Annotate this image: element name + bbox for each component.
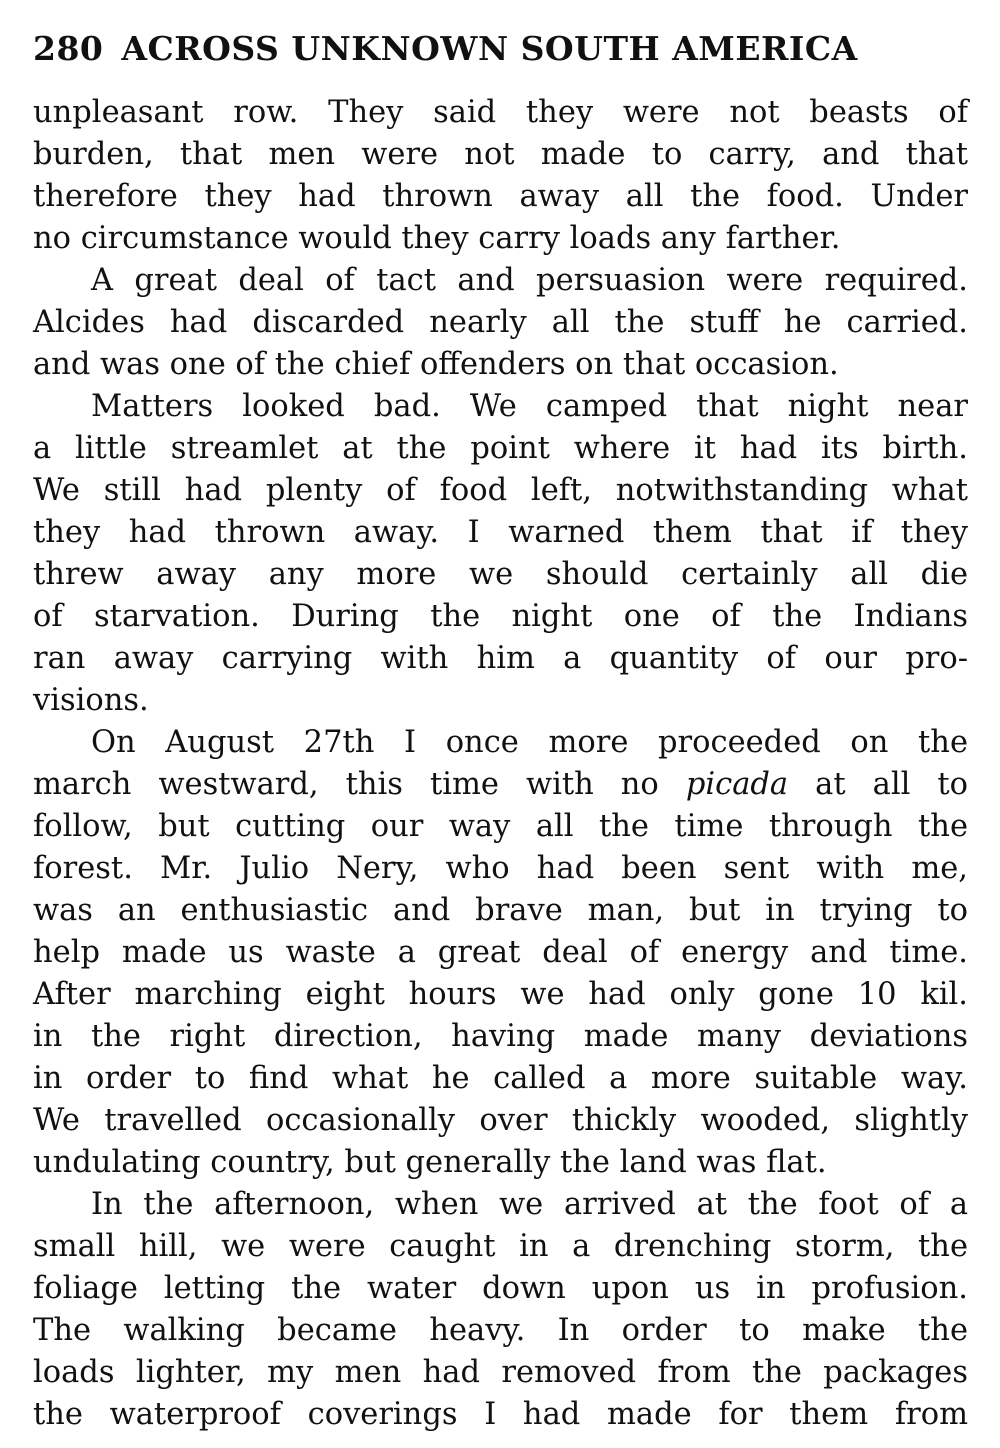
text-line: We still had plenty of food left, notwithstanding what [33,473,968,508]
text-line: We travelled occasionally over thickly wooded, slightly [33,1103,968,1138]
text-line: help made us waste a great deal of energy and time. [33,935,968,970]
text-line: loads lighter, my men had removed from the packages [33,1355,968,1390]
text-line: no circumstance would they carry loads any farther. [33,221,841,256]
text-line: undulating country, but generally the land was flat. [33,1145,827,1180]
text-line: was an enthusiastic and brave man, but in trying to [33,893,968,928]
page-number: 280 [33,29,104,68]
text-line: ran away carrying with him a quantity of our pro- [33,641,968,676]
text-line: in the right direction, having made many deviations [33,1019,968,1054]
text-line: visions. [33,683,149,718]
text-line: unpleasant row. They said they were not beasts of [33,95,968,130]
text-line: a little streamlet at the point where it had its birth. [33,431,968,466]
text-line: Alcides had discarded nearly all the stuff he carried. [33,305,968,340]
text-line: The walking became heavy. In order to make the [33,1313,968,1348]
text-line: the waterproof coverings I had made for them from [33,1397,968,1432]
paragraph-first-line: Matters looked bad. We camped that night near [91,389,968,424]
text-segment: march westward, this time with no [33,767,659,802]
text-segment: at all to [815,767,968,802]
text-line: burden, that men were not made to carry, and that [33,137,968,172]
paragraph-first-line: In the afternoon, when we arrived at the foot of a [91,1187,968,1222]
text-line: they had thrown away. I warned them that if they [33,515,968,550]
text-line: therefore they had thrown away all the food. Under [33,179,968,214]
text-line: and was one of the chief offenders on that occasion. [33,347,839,382]
text-line: foliage letting the water down upon us in profusion. [33,1271,968,1306]
body-text [33,92,968,1436]
paragraph-first-line: On August 27th I once more proceeded on the [91,725,968,760]
running-header [33,26,973,72]
paragraph-first-line: A great deal of tact and persuasion were required. [91,263,968,298]
italic-word: picada [685,767,789,802]
text-line: small hill, we were caught in a drenching storm, the [33,1229,968,1264]
text-line: in order to find what he called a more suitable way. [33,1061,968,1096]
text-line: After marching eight hours we had only gone 10 kil. [33,977,968,1012]
text-line: threw away any more we should certainly all die [33,557,968,592]
text-line: follow, but cutting our way all the time through the [33,809,968,844]
running-title: ACROSS UNKNOWN SOUTH AMERICA [121,29,858,68]
text-line-with-italic [33,764,968,806]
text-line: of starvation. During the night one of the Indians [33,599,968,634]
text-line: forest. Mr. Julio Nery, who had been sent with me, [33,851,968,886]
